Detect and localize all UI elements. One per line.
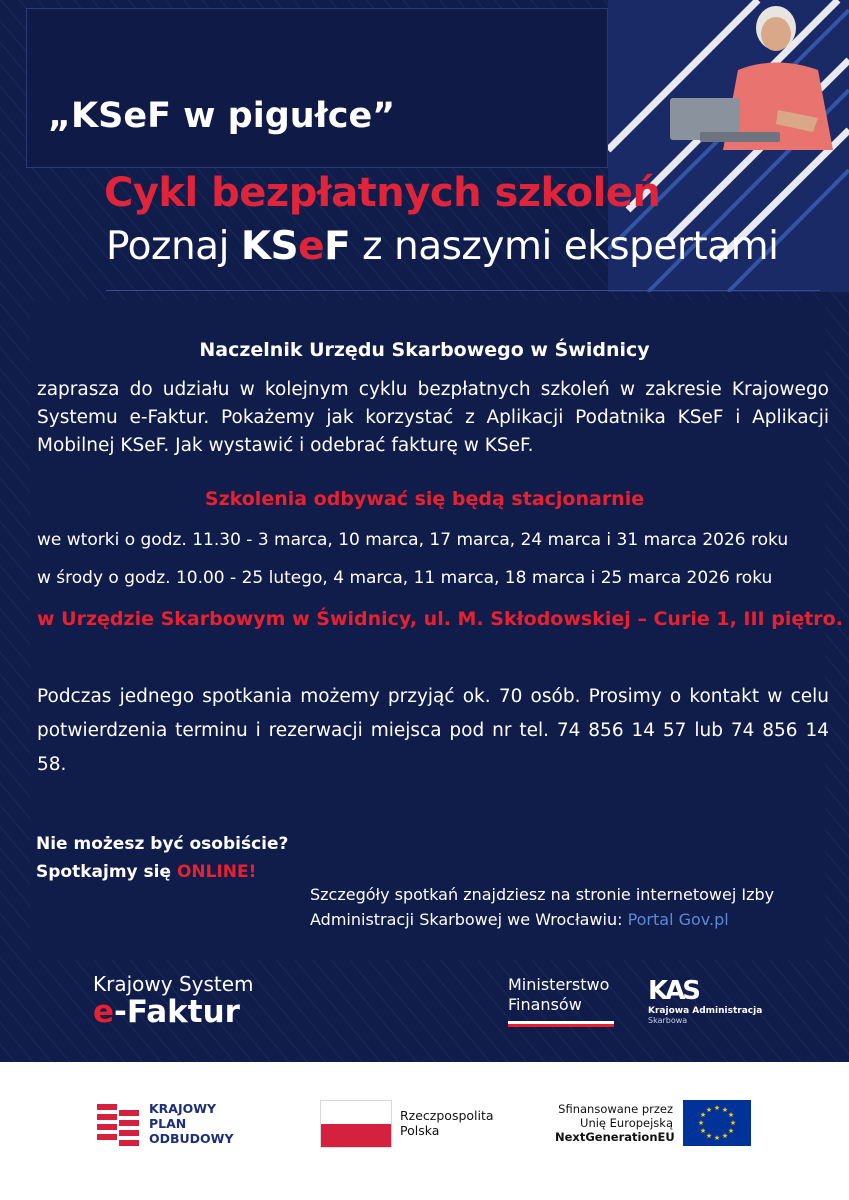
quote-title: „KSeF w pigułce”: [48, 96, 396, 136]
kas-logo: [648, 976, 762, 1025]
ministerstwo-finansow-logo: [508, 975, 614, 1027]
eu-flag-icon: [683, 1100, 751, 1146]
online-word: ONLINE!: [176, 862, 257, 882]
online-prefix: Spotkajmy się: [36, 862, 177, 882]
footer-logos: [0, 1062, 849, 1200]
tagline-ksef-f: F: [324, 224, 351, 269]
details-sentence: Szczegóły spotkań znajdziesz na stronie internetowej Izby Administracji Skarbowej we Wrocławiu:: [310, 885, 775, 929]
svg-text:★: ★: [721, 1106, 729, 1114]
details-text: [310, 882, 810, 932]
mf-line1: Ministerstwo: [508, 975, 610, 994]
mode-notice: Szkolenia odbywać się będą stacjonarnie: [204, 488, 645, 510]
tagline-ksef-e: e: [298, 224, 325, 269]
svg-text:★: ★: [727, 1111, 735, 1119]
ksef-logo-rest: -Faktur: [114, 994, 240, 1030]
series-title: Cykl bezpłatnych szkoleń: [104, 170, 661, 216]
svg-text:★: ★: [705, 1106, 713, 1114]
svg-text:★: ★: [705, 1132, 713, 1140]
ksef-logo-line2: [93, 994, 254, 1030]
eu-line: Unię Europejską: [580, 1116, 673, 1130]
online-question: Nie możesz być osobiście?: [36, 834, 289, 854]
tagline-ksef-k: KS: [240, 224, 299, 269]
capacity-paragraph: Podczas jednego spotkania możemy przyjąć ok. 70 osób. Prosimy o kontakt w celu potwierdzenia terminu i rezerwacji miejsca pod nr tel. 74 856 14 57 lub 74 856 14 58.: [37, 686, 829, 775]
rzeczpospolita-logo: [320, 1100, 494, 1148]
kpo-text: [149, 1101, 234, 1146]
svg-text:★: ★: [713, 1134, 721, 1142]
eu-line: Sfinansowane przez: [558, 1102, 673, 1116]
schedule-tuesdays: we wtorki o godz. 11.30 - 3 marca, 10 marca, 17 marca, 24 marca i 31 marca 2026 roku: [37, 530, 789, 550]
online-line: [36, 858, 288, 886]
ksef-logo-line1: Krajowy System: [93, 972, 254, 996]
svg-text:★: ★: [721, 1132, 729, 1140]
venue-address: w Urzędzie Skarbowym w Świdnicy, ul. M. Skłodowskiej – Curie 1, III piętro.: [37, 608, 843, 630]
online-callout: [36, 830, 288, 886]
kas-logo-mark: KAS: [648, 976, 698, 1006]
kas-line2: Skarbowa: [648, 1016, 688, 1025]
header-box: [26, 8, 608, 168]
rp-text: [400, 1108, 494, 1138]
portal-gov-link[interactable]: Portal Gov.pl: [627, 910, 729, 929]
rp-line: Polska: [400, 1123, 440, 1138]
mf-line2: Finansów: [508, 995, 582, 1014]
svg-text:★: ★: [697, 1119, 705, 1127]
kpo-line: ODBUDOWY: [149, 1131, 234, 1146]
kpo-line: PLAN: [149, 1116, 187, 1131]
tagline: [106, 224, 778, 269]
eu-line: [555, 1130, 673, 1144]
kpo-logo: [97, 1100, 234, 1150]
svg-text:★: ★: [729, 1119, 737, 1127]
tagline-prefix: Poznaj: [106, 224, 241, 269]
eu-line-bold: NextGenerationEU: [555, 1130, 675, 1144]
tagline-suffix: z naszymi ekspertami: [350, 224, 779, 269]
schedule-wednesdays: w środy o godz. 10.00 - 25 lutego, 4 marca, 11 marca, 18 marca i 25 marca 2026 roku: [37, 568, 773, 588]
eu-text: [555, 1102, 673, 1144]
divider: [106, 290, 820, 291]
kpo-line: KRAJOWY: [149, 1101, 217, 1116]
mf-flag-bar: [508, 1021, 614, 1027]
ksef-logo: [93, 972, 254, 1030]
host-heading: Naczelnik Urzędu Skarbowego w Świdnicy: [199, 339, 650, 361]
svg-text:★: ★: [713, 1104, 721, 1112]
svg-text:★: ★: [727, 1127, 735, 1135]
kpo-icon: [97, 1100, 141, 1146]
kas-line1: Krajowa Administracja: [648, 1006, 763, 1016]
rp-line: Rzeczpospolita: [400, 1108, 494, 1123]
svg-text:★: ★: [699, 1127, 707, 1135]
svg-text:★: ★: [699, 1111, 707, 1119]
ksef-logo-e: e: [93, 994, 115, 1030]
polish-flag-icon: [320, 1100, 392, 1148]
invitation-paragraph: zaprasza do udziału w kolejnym cyklu bezpłatnych szkoleń w zakresie Krajowego Systemu e-Faktur. Pokażemy jak korzystać z Aplikacji Podatnika KSeF i Aplikacji Mobilnej KSeF. Jak wystawić i odebrać fakturę w KSeF.: [37, 379, 829, 456]
